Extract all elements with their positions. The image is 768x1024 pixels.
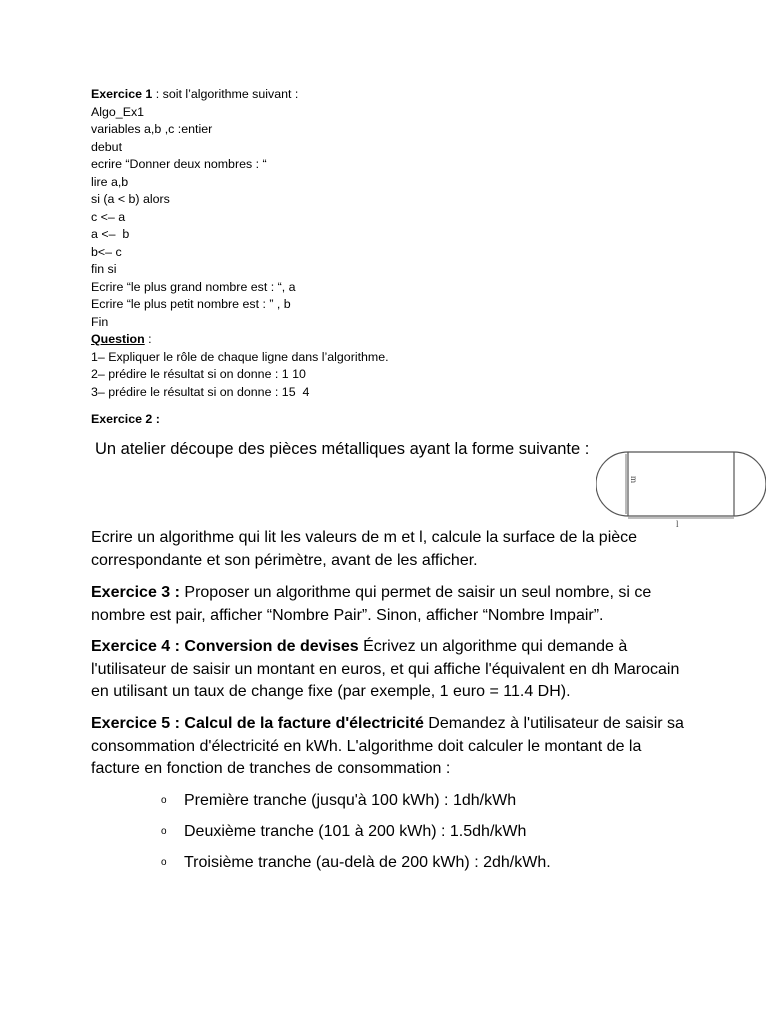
piece-outline: [596, 452, 766, 516]
list-item: [161, 790, 516, 812]
exercice-2-body: Ecrire un algorithme qui lit les valeurs de m et l, calcule la surface de la pièce correspondante et son périmètre, avant de les afficher.: [91, 529, 638, 569]
question-label: Question: [91, 332, 145, 346]
exercice-3-title: Exercice 3 :: [91, 584, 180, 601]
code-line: Algo_Ex1: [91, 104, 145, 119]
question-item: 1– Expliquer le rôle de chaque ligne dans l’algorithme.: [91, 349, 389, 364]
exercice-5-title: Exercice 5 : Calcul de la facture d'électricité: [91, 715, 424, 732]
code-line: lire a,b: [91, 174, 129, 189]
exercice-2-intro: Un atelier découpe des pièces métalliques ayant la forme suivante :: [95, 440, 590, 458]
exercice-5-body: Demandez à l'utilisateur de saisir sa consommation d'électricité en kWh. L'algorithme doit calculer le montant de la facture en fonction de tranches de consommation :: [91, 715, 684, 777]
list-item: [161, 821, 526, 843]
question-item: 3– prédire le résultat si on donne : 15 4: [91, 384, 310, 399]
exercice-4-title: Exercice 4 : Conversion de devises: [91, 638, 359, 655]
tranche-text: Deuxième tranche (101 à 200 kWh) : 1.5dh/kWh: [184, 823, 527, 841]
exercice-1-header: [91, 86, 511, 104]
code-line: a <– b: [91, 227, 130, 241]
exercice-1-title: Exercice 1: [91, 87, 153, 101]
question-header: [91, 331, 511, 349]
exercice-1-block: [91, 86, 511, 401]
code-line: si (a < b) alors: [91, 192, 170, 206]
piece-shape-figure: [596, 446, 766, 532]
dimension-l-label: l: [676, 519, 679, 529]
exercice-3-body: Proposer un algorithme qui permet de saisir un seul nombre, si ce nombre est pair, afficher “Nombre Pair”. Sinon, afficher “Nombre Impair”.: [91, 584, 652, 624]
code-line: Fin: [91, 314, 109, 329]
code-line: ecrire “Donner deux nombres : “: [91, 157, 267, 171]
bullet-icon: o: [161, 795, 167, 806]
bullet-icon: o: [161, 826, 167, 837]
code-line: b<– c: [91, 244, 122, 259]
dimension-m-label: m: [629, 476, 639, 484]
exercice-3-block: [91, 582, 691, 627]
exercice-2-title: Exercice 2 :: [91, 412, 160, 426]
question-item: 2– prédire le résultat si on donne : 1 10: [91, 367, 306, 381]
code-line: c <– a: [91, 209, 126, 224]
tranche-text: Troisième tranche (au-delà de 200 kWh) : 2dh/kWh.: [184, 854, 551, 872]
exercice-4-body: Écrivez un algorithme qui demande à l'utilisateur de saisir un montant en euros, et qui affiche l'équivalent en dh Marocain en utilisant un taux de change fixe (par exemple, 1 euro = 11.4 DH).: [91, 638, 680, 700]
exercice-4-block: [91, 636, 691, 704]
tranche-text: Première tranche (jusqu'à 100 kWh) : 1dh/kWh: [184, 792, 517, 810]
exercice-5-block: [91, 713, 691, 781]
exercice-1-intro: : soit l’algorithme suivant :: [152, 87, 299, 101]
code-line: fin si: [91, 262, 117, 276]
bullet-icon: o: [161, 857, 167, 868]
question-suffix: :: [144, 332, 152, 346]
code-line: variables a,b ,c :entier: [91, 122, 213, 136]
code-line: Ecrire “le plus petit nombre est : ” , b: [91, 297, 291, 311]
code-line: Ecrire “le plus grand nombre est : “, a: [91, 279, 296, 294]
list-item: [161, 852, 551, 874]
code-line: debut: [91, 139, 123, 154]
